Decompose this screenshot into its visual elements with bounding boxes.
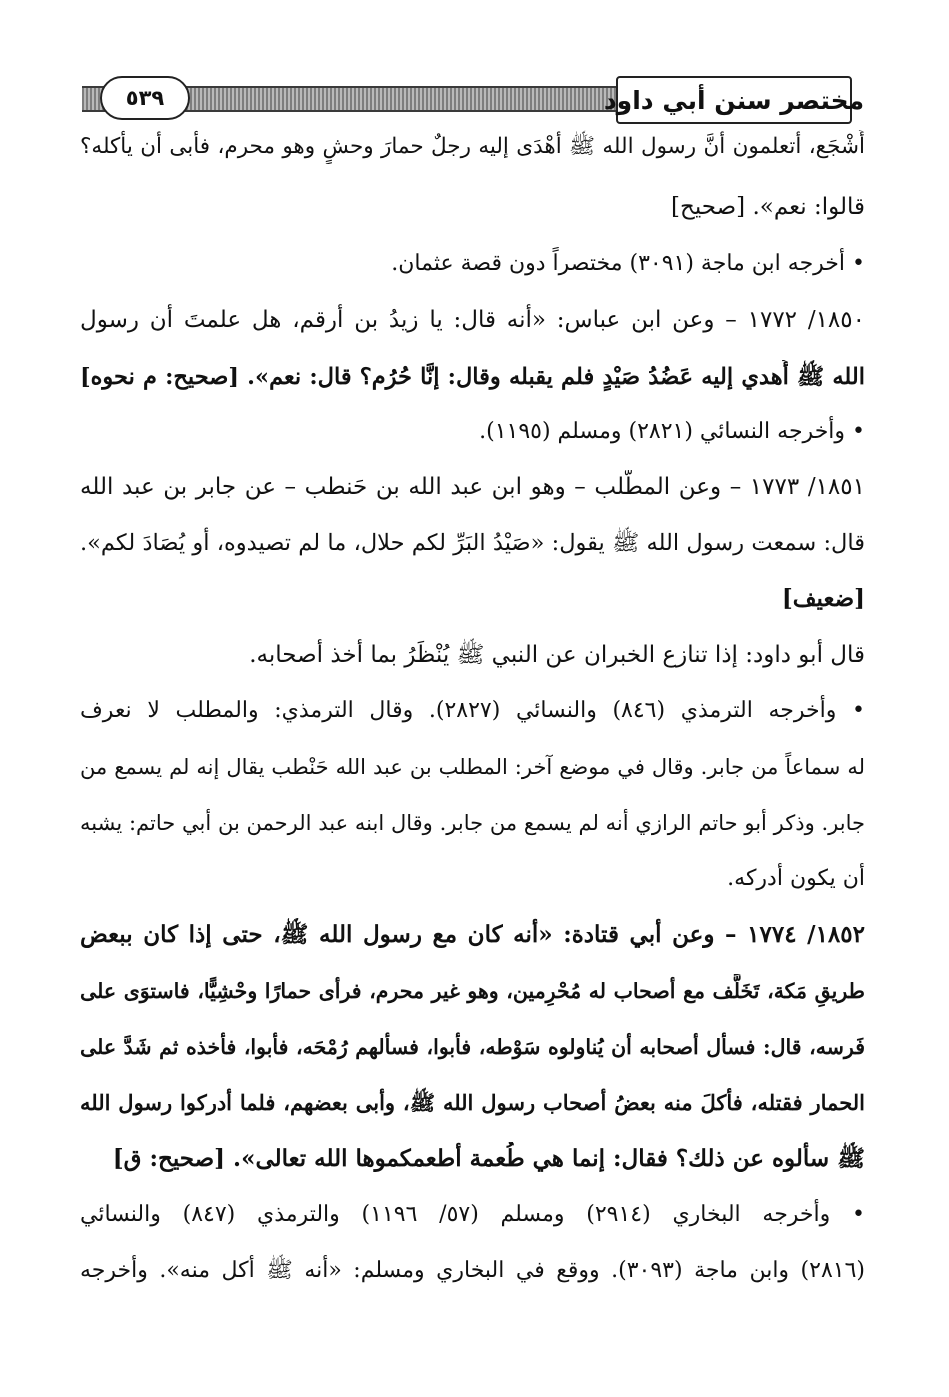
hadith-1850-line-1: ١٨٥٠/ ١٧٧٢ – وعن ابن عباس: «أنه قال: يا زيدُ بن أرقم، هل علمتَ أن رسول [80,307,865,333]
takhrij-note-3-line-3: جابر. وذكر أبو حاتم الرازي أنه لم يسمع من جابر. وقال ابنه عبد الرحمن بن أبي حاتم: يشبه [80,811,865,835]
page-number-box [100,76,190,120]
book-title-box [603,76,865,124]
hadith-1851-line-1: ١٨٥١/ ١٧٧٣ – وعن المطَّلب – وهو ابن عبد الله بن حَنطب – عن جابر بن عبد الله [80,474,865,500]
hadith-1852-line-5: ﷺ سألوه عن ذلك؟ فقال: إنما هي طُعمة أطعمكموها الله تعالى». [صحيح: ق] [112,1145,865,1172]
takhrij-note-3-line-4: أن يكون أدركه. [727,866,865,891]
takhrij-note-2: • وأخرجه النسائي (٢٨٢١) ومسلم (١١٩٥). [479,419,865,444]
running-header [82,74,865,126]
hadith-1852-line-2: طريقِ مَكة، تَخَلَّف مع أصحاب له مُحْرِمين، وهو غير محرم، فرأى حمارًا وحْشِيًّا، فاستوَى على [80,979,865,1003]
text-line-2: قالوا: نعم». [صحيح] [671,194,865,220]
hadith-1850-line-2: الله ﷺ أُهدي إليه عَضُدُ صَيْدٍ فلم يقبله وقال: إنَّا حُرُم؟ قال: نعم». [صحيح: م نحوه] [80,364,865,390]
hadith-1852-line-1: ١٨٥٢/ ١٧٧٤ – وعن أبي قتادة: «أنه كان مع رسول الله ﷺ، حتى إذا كان ببعض [80,921,865,948]
takhrij-note-3-line-1: • وأخرجه الترمذي (٨٤٦) والنسائي (٢٨٢٧). وقال الترمذي: والمطلب لا نعرف [80,698,865,723]
takhrij-note-3-line-2: له سماعاً من جابر. وقال في موضع آخر: المطلب بن عبد الله حَنْطب يقال إنه لم يسمع من [80,755,865,779]
hadith-1852-line-3: فَرسه، قال: فسأل أصحابه أن يُناولوه سَوْطه، فأبوا، فسألهم رُمْحَه، فأبوا، فأخذه ثم شَدَّ على [80,1035,865,1059]
grade-weak: [ضعيف] [781,585,865,612]
takhrij-note-4-line-2: (٢٨١٦) وابن ماجة (٣٠٩٣). ووقع في البخاري ومسلم: «أنه ﷺ أكل منه». وأخرجه [80,1258,865,1283]
abu-dawud-comment: قال أبو داود: إذا تنازع الخبران عن النبي ﷺ يُنْظَرُ بما أخذ أصحابه. [249,642,865,668]
book-title: مختصر سنن أبي داود [603,85,865,115]
hadith-1851-line-2: قال: سمعت رسول الله ﷺ يقول: «صَيْدُ البَرِّ لكم حلال، ما لم تصيدوه، أو يُصَادَ لكم». [80,530,865,556]
text-line-1: أَشْجَع، أتعلمون أنَّ رسول الله ﷺ أهْدَى إليه رجلٌ حمارَ وحشٍ وهو محرم، فأبى أن يأكله؟ [80,134,865,159]
takhrij-note-1: • أخرجه ابن ماجة (٣٠٩١) مختصراً دون قصة عثمان. [391,251,865,276]
takhrij-note-4-line-1: • وأخرجه البخاري (٢٩١٤) ومسلم (٥٧/ ١١٩٦) والترمذي (٨٤٧) والنسائي [80,1202,865,1227]
page-number: ٥٣٩ [125,86,165,110]
hadith-1852-line-4: الحمار فقتله، فأكلَ منه بعضُ أصحاب رسول الله ﷺ، وأبى بعضهم، فلما أدركوا رسول الله [80,1090,865,1115]
